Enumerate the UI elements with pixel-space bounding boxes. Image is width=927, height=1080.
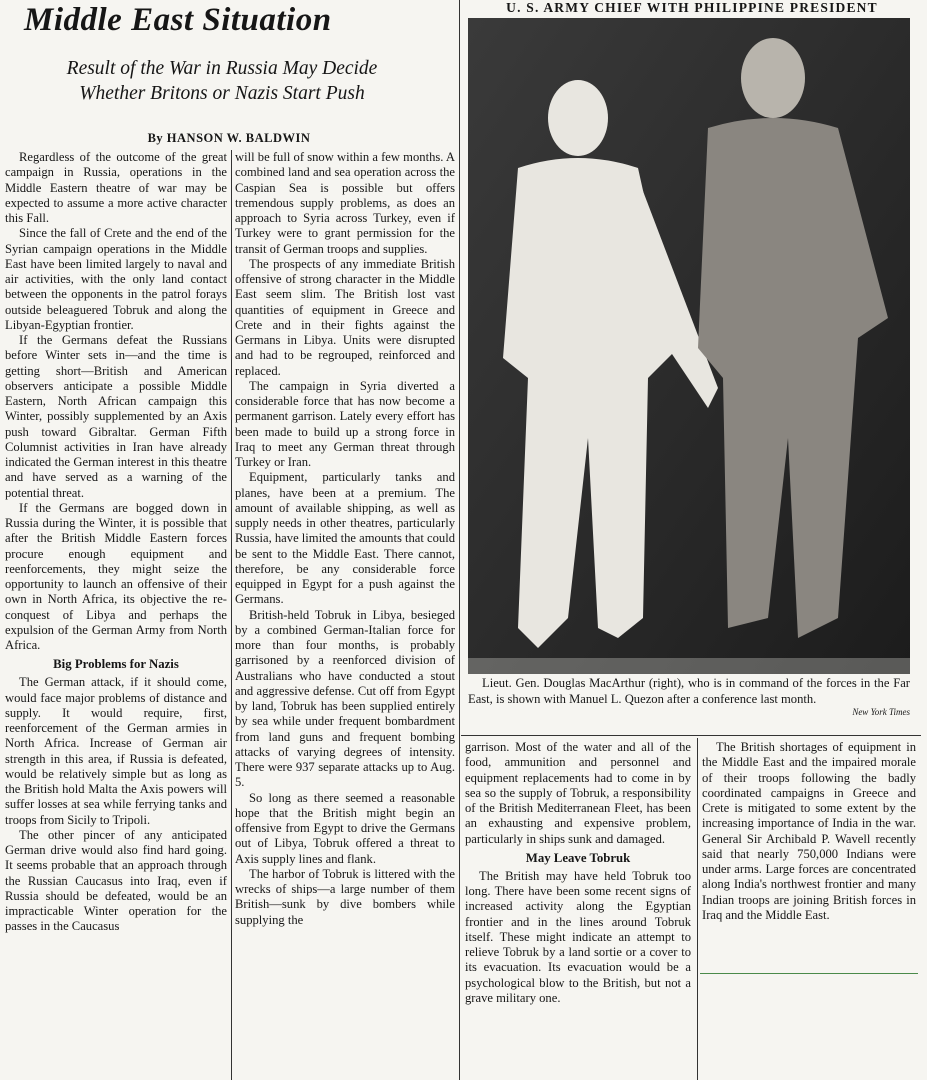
paragraph: Equipment, particularly tanks and planes, have been at a premium. The amount of available shipping, as well as supply needs in other theatres, particularly Russia, have limited the amounts that could be sent to the Middle East. There cannot, therefore, be any considerable force equipped in Egypt for a push against the Germans. xyxy=(235,470,455,607)
deck-line-1: Result of the War in Russia May Decide xyxy=(66,58,378,79)
photo-bottom-rule xyxy=(461,735,921,736)
article-deck xyxy=(12,56,432,106)
subheading: May Leave Tobruk xyxy=(525,850,631,865)
article-column-1 xyxy=(5,150,227,1080)
subheading: Big Problems for Nazis xyxy=(53,657,179,672)
photo-caption: Lieut. Gen. Douglas MacArthur (right), who is in command of the forces in the Far East, is shown with Manuel L. Quezon after a conference last month. xyxy=(468,676,910,706)
column-end-rule xyxy=(700,973,918,974)
paragraph: The campaign in Syria diverted a considerable force that has now become a permanent garrison. Lately every effort has been made to build up a strong force in Iraq to meet any German threat through Turkey or Iran. xyxy=(235,378,455,469)
paragraph: If the Germans defeat the Russians before Winter sets in—and the time is getting short—British and American observers anticipate a possible Middle Eastern, North African campaign this Winter, possibly supplemented by an Axis push toward Gibraltar. German Fifth Columnist activities in Iran have already indicated the German interest in this theatre and have served as a warning of the potential threat. xyxy=(5,333,227,500)
paragraph: The British shortages of equipment in the Middle East and the impaired morale of their troops following the badly coordinated campaigns in Greece and Crete is mitigated to some extent by the increasing importance of India in the war. General Sir Archibald P. Wavell recently said that nearly 750,000 Indians were under arms. Large forces are concentrated along India's northwest frontier and many Indian troops are joining British forces in Iraq and the Middle East. xyxy=(702,740,916,922)
paragraph: British-held Tobruk in Libya, besieged by a combined German-Italian force for more than four months, is probably garrisoned by a reenforced division of Australians who have conducted a stout and aggressive defense. Cut off from Egypt by land, Tobruk has been supplied entirely by sea while under frequent bombardment from land guns and frequent bombing attacks of varying degrees of intensity. There were 937 separate attacks up to Aug. 5. xyxy=(235,607,455,790)
paragraph: The harbor of Tobruk is littered with the wrecks of ships—a large number of them British—sunk by dive bombers while supplying the xyxy=(235,866,455,927)
deck-line-2: Whether Britons or Nazis Start Push xyxy=(79,83,365,104)
paragraph: The other pincer of any anticipated German drive would also find hard going. It seems probable that an approach through the Russian Caucasus into Iraq, even if Russia should be defeated, would be an impracticable Winter operation for the passes in the Caucasus xyxy=(5,827,227,934)
article-headline: Middle East Situation xyxy=(24,2,332,38)
article-column-2 xyxy=(235,150,455,1080)
paragraph: The prospects of any immediate British offensive of strong character in the Middle East seem slim. The British lost vast quantities of equipment in Greece and Crete and in their fights against the Germans in Libya. Units were disrupted and had to be regrouped, reinforced and replaced. xyxy=(235,256,455,378)
paragraph: The German attack, if it should come, would face major problems of distance and supply. It would require, first, reenforcement of the German armies in North Africa. Increase of German air strength in this area, if Russia is defeated, would be relatively simple but as long as the British hold Malta the Axis powers will suffer losses at sea while ferrying tanks and troops from Sicily to Tripoli. xyxy=(5,675,227,827)
paragraph: will be full of snow within a few months. A combined land and sea operation across the Caspian Sea is possible but offers tremendous supply problems, as does an approach to Syria across Turkey, even if Turkey were to grant permission for the transit of German troops and supplies. xyxy=(235,150,455,256)
photo-heading: U. S. ARMY CHIEF WITH PHILIPPINE PRESIDENT xyxy=(506,0,878,15)
article-column-4 xyxy=(702,740,916,972)
paragraph: Since the fall of Crete and the end of the Syrian campaign operations in the Middle East have been limited largely to naval and air activities, with the only land contact between the opponents in the patrol forays outside beleaguered Tobruk and along the Libyan-Egyptian frontier. xyxy=(5,226,227,332)
paragraph: Regardless of the outcome of the great campaign in Russia, operations in the Middle Eastern theatre of war may be expected to assume a more active character this Fall. xyxy=(5,150,227,225)
paragraph: If the Germans are bogged down in Russia during the Winter, it is possible that after the British Middle Eastern forces procure enough equipment and reenforcements, they might seize the opportunity to launch an offensive of their own in North Africa, its objective the re-conquest of Libya and perhaps the expulsion of the German Army from North Africa. xyxy=(5,500,227,652)
paragraph: The British may have held Tobruk too long. There have been some recent signs of increased activity along the Egyptian frontier and in the lines around Tobruk itself. These might indicate an attempt to relieve Tobruk by a land sortie or a cover to its evacuation. Its evacuation would be a psychological blow to the British, but not a grave military one. xyxy=(465,868,691,1005)
column-rule xyxy=(459,0,460,1080)
photo-credit: New York Times xyxy=(852,707,910,717)
paragraph: garrison. Most of the water and all of the food, ammunition and personnel and equipment replacements had to come in by sea so the supply of Tobruk, a responsibility of the British Mediterranean Fleet, has been an exhausting and expensive problem, particularly in ships sunk and damaged. xyxy=(465,740,691,846)
photo-image xyxy=(468,18,910,674)
column-rule xyxy=(231,150,232,1080)
photograph xyxy=(468,18,910,674)
byline: By HANSON W. BALDWIN xyxy=(147,131,311,145)
paragraph: So long as there seemed a reasonable hope that the British might begin an offensive from Egypt to drive the Germans out of Libya, Tobruk offered a threat to Axis supply lines and flank. xyxy=(235,790,455,866)
photo-caption-block xyxy=(468,676,910,717)
article-column-3 xyxy=(465,740,691,1080)
column-rule xyxy=(697,738,698,1080)
